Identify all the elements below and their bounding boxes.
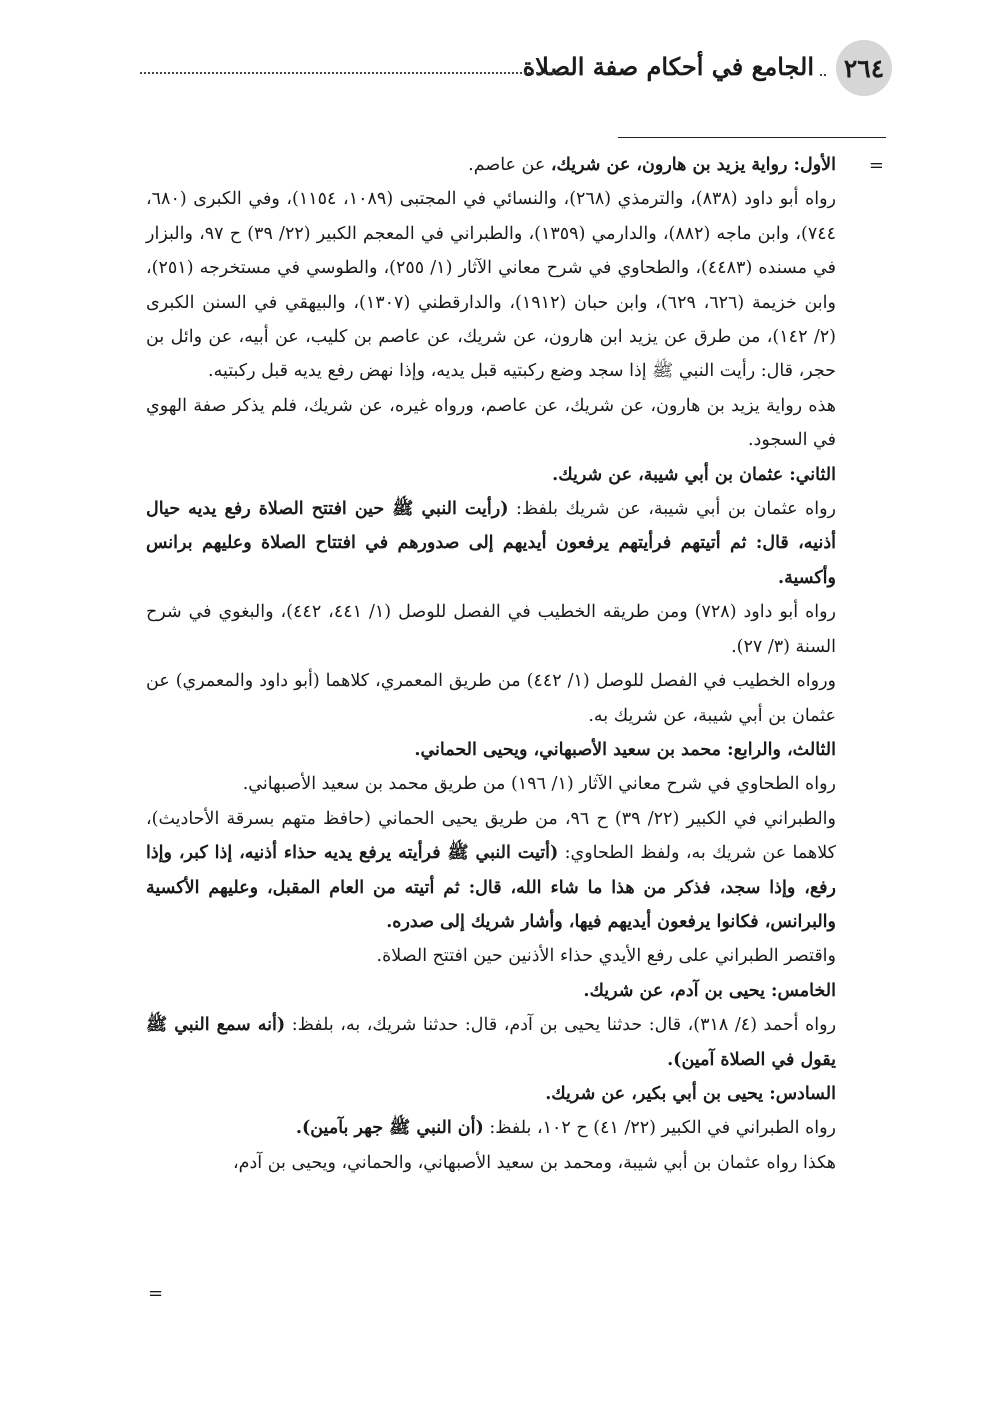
paragraph — [146, 595, 836, 664]
bold-text: (أن النبي ﷺ جهر بآمين). — [295, 1118, 484, 1139]
bold-text: (رأيت النبي ﷺ حين افتتح الصلاة رفع يديه حيال أذنيه، قال: ثم أتيتهم فرأيتهم يرفعون أيديهم إلى صدورهم في افتتاح الصلاة وعليهم برانس وأكسية. — [146, 499, 836, 588]
paragraph — [146, 767, 836, 801]
paragraph — [146, 1111, 836, 1145]
text-run: هكذا رواه عثمان بن أبي شيبة، ومحمد بن سعيد الأصبهاني، والحماني، ويحيى بن آدم، — [233, 1152, 836, 1173]
bold-text: السادس: يحيى بن أبي بكير، عن شريك. — [545, 1083, 836, 1104]
paragraph — [146, 492, 836, 595]
continuation-mark-bottom: = — [148, 1283, 164, 1304]
header-dots-right — [820, 74, 826, 76]
paragraph — [146, 1146, 836, 1180]
footnote-rule — [618, 137, 886, 138]
bold-text: (أنه سمع النبي ﷺ يقول في الصلاة آمين). — [146, 1015, 836, 1070]
text-run: رواه الطحاوي في شرح معاني الآثار (١/ ١٩٦) من طريق محمد بن سعيد الأصبهاني. — [242, 774, 836, 795]
paragraph — [146, 458, 836, 492]
text-run: والطبراني في الكبير (٢٢/ ٣٩) ح ٩٦، من طريق يحيى الحماني (حافظ متهم بسرقة الأحاديث)، كلاهما عن شريك به، ولفظ الطحاوي: — [146, 808, 837, 864]
paragraph — [146, 939, 836, 973]
page-number: ٢٦٤ — [836, 40, 892, 96]
paragraph — [146, 664, 836, 733]
text-run: ورواه الخطيب في الفصل للوصل (١/ ٤٤٢) من طريق المعمري، كلاهما (أبو داود والمعمري) عن عثمان بن أبي شيبة، عن شريك به. — [146, 671, 836, 726]
paragraph — [146, 733, 836, 767]
header-dots-left — [140, 72, 562, 74]
text-run: رواه عثمان بن أبي شيبة، عن شريك بلفظ: — [508, 499, 836, 520]
text-run: عن عاصم. — [468, 155, 551, 175]
text-run: رواه أحمد (٤/ ٣١٨)، قال: حدثنا يحيى بن آدم، قال: حدثنا شريك، به، بلفظ: — [285, 1015, 837, 1036]
continuation-mark-top: = — [868, 155, 884, 176]
paragraph — [146, 1077, 836, 1111]
bold-text: الثاني: عثمان بن أبي شيبة، عن شريك. — [552, 464, 836, 485]
text-run: واقتصر الطبراني على رفع الأيدي حذاء الأذنين حين افتتح الصلاة. — [376, 946, 836, 967]
paragraph — [146, 182, 836, 388]
paragraph — [146, 802, 836, 940]
bold-text: الأول: رواية يزيد بن هارون، عن شريك، — [550, 155, 836, 175]
text-run: رواه أبو داود (٧٢٨) ومن طريقه الخطيب في الفصل للوصل (١/ ٤٤١، ٤٤٢)، والبغوي في شرح السنة (٣/ ٢٧). — [146, 602, 836, 657]
bold-text: الثالث، والرابع: محمد بن سعيد الأصبهاني، ويحيى الحماني. — [414, 739, 836, 760]
paragraph — [146, 389, 836, 458]
paragraph — [146, 148, 836, 182]
text-run: هذه رواية يزيد بن هارون، عن شريك، عن عاصم، ورواه غيره، عن شريك، فلم يذكر صفة الهوي في السجود. — [146, 395, 836, 451]
page-header — [140, 40, 892, 110]
bold-text: الخامس: يحيى بن آدم، عن شريك. — [583, 980, 836, 1001]
text-run: رواه أبو داود (٨٣٨)، والترمذي (٢٦٨)، والنسائي في المجتبى (١٠٨٩، ١١٥٤)، وفي الكبرى (٦٨٠، ٧٤٤)، وابن ماجه (٨٨٢)، والدارمي (١٣٥٩)، والطبراني في المعجم الكبير (٢٢/ ٣٩) ح ٩٧، والبزار في مسنده (٤٤٨٣)، والطحاوي في شرح معاني الآثار (١/ ٢٥٥)، والطوسي في مستخرجه (٢٥١)، وابن خزيمة (٦٢٦، ٦٢٩)، وابن حبان (١٩١٢)، والدارقطني (١٣٠٧)، والبيهقي في السنن الكبرى (٢/ ١٤٢)، من طرق عن يزيد ابن هارون، عن شريك، عن عاصم بن كليب، عن أبيه، عن وائل بن حجر، قال: رأيت النبي ﷺ إذا سجد وضع ركبتيه قبل يديه، وإذا نهض رفع يديه قبل ركبتيه. — [146, 189, 837, 382]
paragraph — [146, 1008, 836, 1077]
text-run: رواه الطبراني في الكبير (٢٢/ ٤١) ح ١٠٢، بلفظ: — [483, 1118, 836, 1139]
paragraph — [146, 974, 836, 1008]
bold-text: (أتيت النبي ﷺ فرأيته يرفع يديه حذاء أذنيه، إذا كبر، وإذا رفع، وإذا سجد، فذكر من هذا ما شاء الله، قال: ثم أتيته من العام المقبل، وعليهم الأكسية والبرانس، فكانوا يرفعون أيديهم فيها، وأشار شريك إلى صدره. — [146, 843, 836, 932]
footnote-body — [146, 148, 836, 1180]
book-title: الجامع في أحكام صفة الصلاة — [522, 52, 814, 81]
